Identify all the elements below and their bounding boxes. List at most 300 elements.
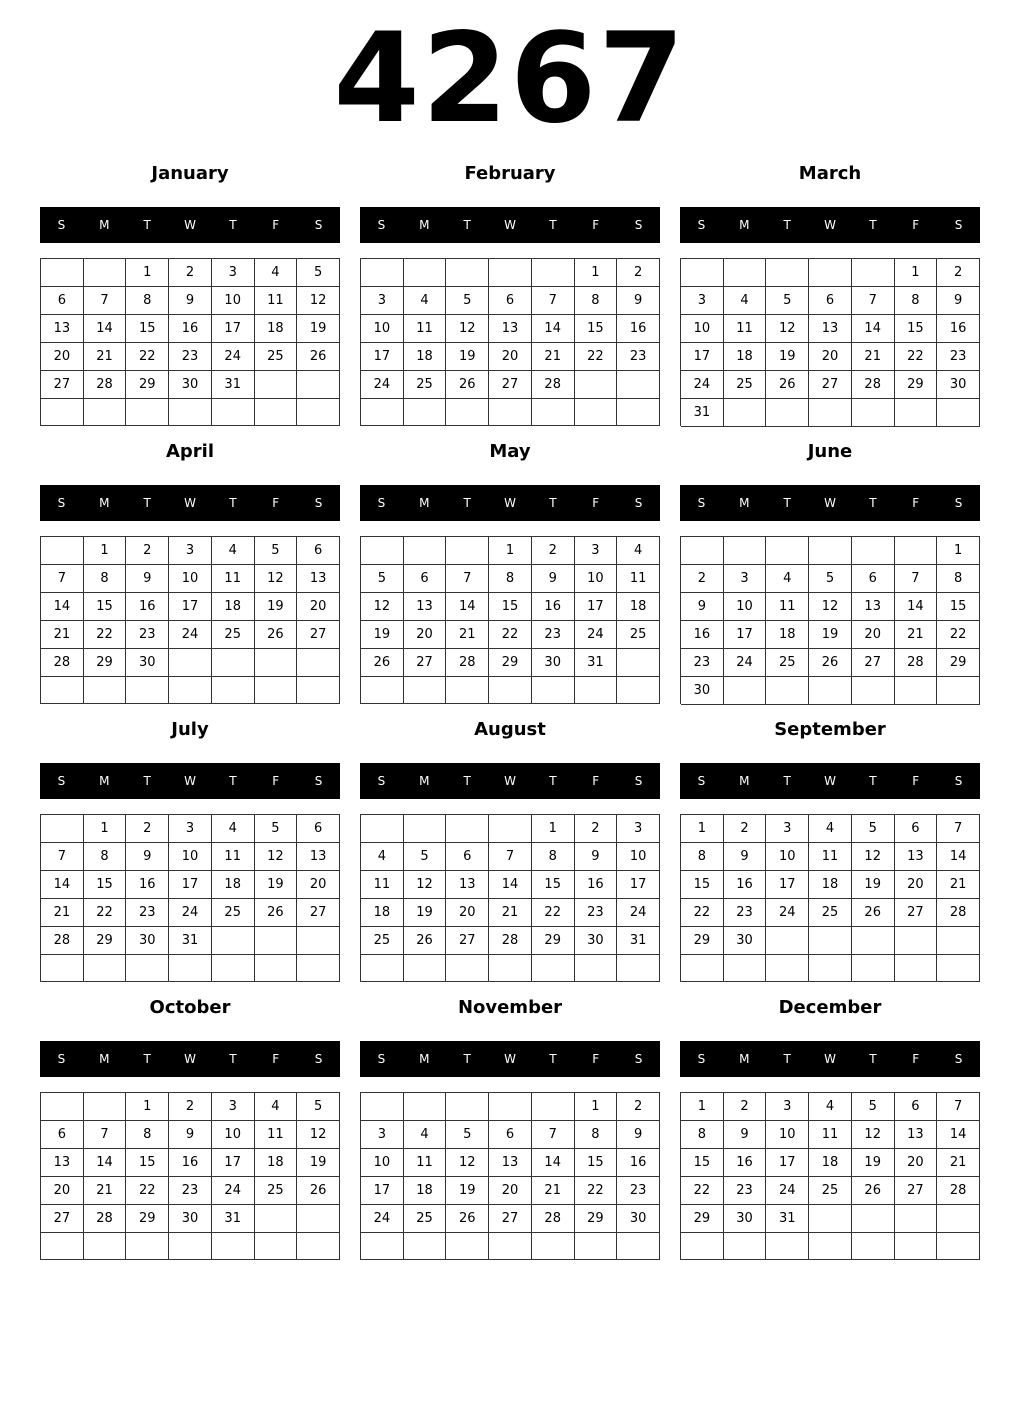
empty-day-cell [212, 927, 255, 955]
day-cell: 29 [489, 649, 532, 677]
day-cell: 21 [532, 343, 575, 371]
day-cell: 2 [169, 259, 212, 287]
day-cell: 11 [212, 843, 255, 871]
weekday-label: S [314, 1052, 323, 1066]
day-cell: 25 [212, 621, 255, 649]
day-cell: 14 [489, 871, 532, 899]
day-cell: 6 [446, 843, 489, 871]
day-cell: 20 [895, 871, 938, 899]
day-cell: 11 [255, 1121, 298, 1149]
weekday-label: W [504, 1052, 516, 1066]
day-cell: 6 [297, 815, 340, 843]
day-cell: 7 [895, 565, 938, 593]
day-cell: 27 [809, 371, 852, 399]
weekday-label: T [143, 1052, 151, 1066]
weekday-header [360, 207, 660, 243]
empty-day-cell [126, 955, 169, 982]
day-cell: 7 [84, 1121, 127, 1149]
day-cell: 8 [126, 1121, 169, 1149]
empty-day-cell [404, 955, 447, 982]
empty-day-cell [41, 1233, 84, 1260]
day-cell: 10 [617, 843, 660, 871]
day-cell: 11 [255, 287, 298, 315]
day-cell: 30 [681, 677, 724, 705]
empty-day-cell [126, 677, 169, 704]
day-cell: 28 [489, 927, 532, 955]
day-cell: 6 [404, 565, 447, 593]
day-cell: 2 [724, 815, 767, 843]
empty-day-cell [937, 1205, 980, 1233]
empty-day-cell [766, 1233, 809, 1260]
weekday-label: S [377, 774, 386, 788]
day-cell: 9 [724, 843, 767, 871]
day-cell: 2 [724, 1093, 767, 1121]
day-cell: 15 [489, 593, 532, 621]
weekday-label: S [954, 496, 963, 510]
day-cell: 9 [937, 287, 980, 315]
day-cell: 4 [809, 1093, 852, 1121]
empty-day-cell [852, 955, 895, 982]
day-cell: 18 [212, 593, 255, 621]
empty-day-cell [361, 1233, 404, 1260]
day-cell: 30 [575, 927, 618, 955]
empty-day-cell [617, 1233, 660, 1260]
empty-day-cell [724, 399, 767, 427]
day-cell: 3 [575, 537, 618, 565]
day-cell: 3 [169, 537, 212, 565]
day-grid [360, 536, 660, 704]
day-cell: 26 [852, 1177, 895, 1205]
day-grid [40, 258, 340, 426]
day-cell: 31 [766, 1205, 809, 1233]
empty-day-cell [404, 677, 447, 704]
weekday-label: F [592, 1052, 600, 1066]
day-cell: 29 [532, 927, 575, 955]
day-cell: 7 [532, 287, 575, 315]
day-cell: 4 [617, 537, 660, 565]
day-cell: 10 [724, 593, 767, 621]
empty-day-cell [681, 259, 724, 287]
day-cell: 11 [809, 843, 852, 871]
empty-day-cell [852, 399, 895, 427]
empty-day-cell [255, 677, 298, 704]
day-cell: 3 [724, 565, 767, 593]
weekday-label: T [463, 218, 471, 232]
empty-day-cell [766, 927, 809, 955]
weekday-label: T [549, 1052, 557, 1066]
day-cell: 30 [937, 371, 980, 399]
empty-day-cell [297, 955, 340, 982]
weekday-label: T [783, 496, 791, 510]
day-cell: 9 [126, 565, 169, 593]
day-cell: 2 [126, 537, 169, 565]
day-cell: 5 [852, 1093, 895, 1121]
weekday-label: T [229, 774, 237, 788]
empty-day-cell [255, 927, 298, 955]
empty-day-cell [446, 677, 489, 704]
day-cell: 3 [617, 815, 660, 843]
day-cell: 29 [681, 927, 724, 955]
empty-day-cell [681, 537, 724, 565]
day-grid [360, 1092, 660, 1260]
weekday-label: W [504, 774, 516, 788]
day-cell: 7 [41, 565, 84, 593]
day-cell: 16 [937, 315, 980, 343]
day-cell: 14 [852, 315, 895, 343]
weekday-label: S [697, 496, 706, 510]
day-cell: 22 [532, 899, 575, 927]
weekday-label: S [57, 774, 66, 788]
day-cell: 8 [895, 287, 938, 315]
empty-day-cell [297, 1233, 340, 1260]
weekday-label: T [869, 218, 877, 232]
day-cell: 31 [212, 371, 255, 399]
day-cell: 15 [937, 593, 980, 621]
day-cell: 25 [617, 621, 660, 649]
day-cell: 26 [852, 899, 895, 927]
month-name: October [149, 997, 231, 1018]
day-cell: 18 [809, 871, 852, 899]
day-cell: 18 [361, 899, 404, 927]
empty-day-cell [361, 259, 404, 287]
empty-day-cell [489, 955, 532, 982]
empty-day-cell [937, 927, 980, 955]
weekday-label: T [143, 218, 151, 232]
day-cell: 17 [212, 315, 255, 343]
empty-day-cell [809, 1205, 852, 1233]
day-cell: 23 [169, 343, 212, 371]
day-cell: 28 [532, 1205, 575, 1233]
weekday-label: T [463, 774, 471, 788]
day-cell: 16 [169, 315, 212, 343]
day-cell: 22 [126, 1177, 169, 1205]
empty-day-cell [169, 677, 212, 704]
weekday-label: S [634, 218, 643, 232]
weekday-label: W [824, 774, 836, 788]
day-cell: 20 [489, 1177, 532, 1205]
day-cell: 31 [212, 1205, 255, 1233]
day-cell: 25 [766, 649, 809, 677]
empty-day-cell [41, 1093, 84, 1121]
day-cell: 25 [809, 1177, 852, 1205]
day-cell: 6 [895, 1093, 938, 1121]
empty-day-cell [446, 399, 489, 426]
empty-day-cell [255, 1233, 298, 1260]
empty-day-cell [575, 677, 618, 704]
month-name: July [171, 719, 209, 740]
empty-day-cell [169, 1233, 212, 1260]
weekday-label: T [463, 496, 471, 510]
day-cell: 3 [766, 1093, 809, 1121]
empty-day-cell [681, 1233, 724, 1260]
weekday-label: W [824, 496, 836, 510]
weekday-label: M [99, 218, 110, 232]
day-cell: 17 [361, 343, 404, 371]
day-cell: 14 [41, 593, 84, 621]
empty-day-cell [852, 677, 895, 705]
day-cell: 6 [41, 1121, 84, 1149]
empty-day-cell [255, 1205, 298, 1233]
empty-day-cell [895, 1233, 938, 1260]
day-cell: 15 [575, 1149, 618, 1177]
day-cell: 9 [681, 593, 724, 621]
day-cell: 13 [404, 593, 447, 621]
day-cell: 5 [297, 1093, 340, 1121]
day-cell: 16 [724, 871, 767, 899]
day-cell: 8 [575, 1121, 618, 1149]
day-cell: 29 [681, 1205, 724, 1233]
empty-day-cell [809, 1233, 852, 1260]
weekday-label: S [634, 1052, 643, 1066]
empty-day-cell [84, 677, 127, 704]
day-cell: 1 [937, 537, 980, 565]
weekday-label: S [634, 774, 643, 788]
empty-day-cell [297, 399, 340, 426]
day-cell: 16 [169, 1149, 212, 1177]
empty-day-cell [446, 1093, 489, 1121]
empty-day-cell [766, 399, 809, 427]
empty-day-cell [724, 955, 767, 982]
month-may [360, 437, 660, 705]
month-name: March [798, 163, 862, 184]
day-cell: 4 [724, 287, 767, 315]
day-cell: 12 [852, 843, 895, 871]
day-cell: 13 [41, 1149, 84, 1177]
weekday-label: T [143, 774, 151, 788]
day-cell: 13 [489, 315, 532, 343]
day-cell: 8 [937, 565, 980, 593]
month-september [680, 715, 980, 983]
empty-day-cell [361, 1093, 404, 1121]
weekday-label: S [954, 1052, 963, 1066]
day-cell: 2 [532, 537, 575, 565]
day-cell: 20 [809, 343, 852, 371]
day-grid [360, 814, 660, 982]
day-cell: 7 [446, 565, 489, 593]
empty-day-cell [404, 815, 447, 843]
empty-day-cell [766, 259, 809, 287]
empty-day-cell [809, 677, 852, 705]
weekday-label: F [912, 774, 920, 788]
day-cell: 18 [255, 315, 298, 343]
day-cell: 22 [126, 343, 169, 371]
weekday-label: T [549, 496, 557, 510]
day-cell: 8 [681, 843, 724, 871]
day-cell: 30 [724, 927, 767, 955]
day-cell: 26 [404, 927, 447, 955]
day-cell: 3 [212, 1093, 255, 1121]
day-cell: 29 [575, 1205, 618, 1233]
empty-day-cell [41, 259, 84, 287]
day-cell: 26 [766, 371, 809, 399]
month-april [40, 437, 340, 705]
empty-day-cell [446, 1233, 489, 1260]
day-cell: 14 [532, 1149, 575, 1177]
weekday-label: S [377, 1052, 386, 1066]
empty-day-cell [126, 1233, 169, 1260]
day-cell: 21 [532, 1177, 575, 1205]
day-cell: 20 [895, 1149, 938, 1177]
weekday-label: W [824, 1052, 836, 1066]
day-grid [680, 1092, 980, 1260]
empty-day-cell [575, 1233, 618, 1260]
empty-day-cell [575, 399, 618, 426]
day-cell: 19 [404, 899, 447, 927]
day-cell: 1 [895, 259, 938, 287]
empty-day-cell [297, 1205, 340, 1233]
empty-day-cell [809, 259, 852, 287]
day-cell: 30 [169, 1205, 212, 1233]
weekday-label: T [869, 774, 877, 788]
empty-day-cell [361, 815, 404, 843]
empty-day-cell [212, 1233, 255, 1260]
day-cell: 16 [617, 1149, 660, 1177]
day-cell: 18 [404, 1177, 447, 1205]
day-cell: 24 [617, 899, 660, 927]
weekday-label: F [272, 1052, 280, 1066]
day-cell: 26 [297, 1177, 340, 1205]
month-name: January [151, 163, 229, 184]
day-cell: 6 [41, 287, 84, 315]
weekday-header [40, 763, 340, 799]
day-cell: 17 [361, 1177, 404, 1205]
empty-day-cell [489, 1233, 532, 1260]
empty-day-cell [617, 955, 660, 982]
day-cell: 23 [575, 899, 618, 927]
empty-day-cell [489, 1093, 532, 1121]
day-cell: 20 [489, 343, 532, 371]
empty-day-cell [297, 371, 340, 399]
day-cell: 22 [895, 343, 938, 371]
day-cell: 23 [617, 1177, 660, 1205]
empty-day-cell [895, 537, 938, 565]
weekday-label: F [272, 496, 280, 510]
day-cell: 17 [766, 1149, 809, 1177]
day-cell: 8 [84, 843, 127, 871]
day-cell: 10 [169, 843, 212, 871]
day-cell: 9 [169, 1121, 212, 1149]
day-cell: 8 [681, 1121, 724, 1149]
weekday-label: T [229, 496, 237, 510]
day-cell: 29 [126, 371, 169, 399]
empty-day-cell [212, 399, 255, 426]
day-cell: 17 [724, 621, 767, 649]
day-cell: 14 [84, 315, 127, 343]
day-cell: 7 [852, 287, 895, 315]
day-cell: 30 [724, 1205, 767, 1233]
day-cell: 30 [617, 1205, 660, 1233]
empty-day-cell [895, 1205, 938, 1233]
day-cell: 19 [446, 1177, 489, 1205]
day-cell: 5 [809, 565, 852, 593]
day-cell: 24 [212, 343, 255, 371]
day-cell: 1 [532, 815, 575, 843]
day-cell: 3 [766, 815, 809, 843]
day-cell: 7 [489, 843, 532, 871]
empty-day-cell [212, 955, 255, 982]
month-name: November [457, 997, 563, 1018]
month-july [40, 715, 340, 983]
empty-day-cell [169, 399, 212, 426]
day-cell: 4 [809, 815, 852, 843]
weekday-label: T [229, 218, 237, 232]
day-cell: 1 [84, 537, 127, 565]
day-cell: 12 [297, 287, 340, 315]
day-cell: 27 [489, 1205, 532, 1233]
day-cell: 12 [255, 565, 298, 593]
day-cell: 3 [169, 815, 212, 843]
empty-day-cell [895, 955, 938, 982]
day-cell: 19 [255, 593, 298, 621]
day-cell: 10 [766, 843, 809, 871]
day-cell: 23 [169, 1177, 212, 1205]
day-cell: 2 [169, 1093, 212, 1121]
day-cell: 5 [297, 259, 340, 287]
weekday-label: W [824, 218, 836, 232]
empty-day-cell [681, 955, 724, 982]
day-cell: 13 [489, 1149, 532, 1177]
month-august [360, 715, 660, 983]
day-cell: 17 [681, 343, 724, 371]
empty-day-cell [809, 955, 852, 982]
day-cell: 10 [361, 1149, 404, 1177]
day-cell: 11 [724, 315, 767, 343]
day-cell: 24 [766, 1177, 809, 1205]
empty-day-cell [255, 399, 298, 426]
weekday-label: W [504, 218, 516, 232]
day-cell: 22 [84, 899, 127, 927]
day-cell: 10 [681, 315, 724, 343]
day-cell: 8 [489, 565, 532, 593]
weekday-label: F [272, 218, 280, 232]
empty-day-cell [361, 955, 404, 982]
day-cell: 11 [212, 565, 255, 593]
day-cell: 4 [404, 287, 447, 315]
day-cell: 16 [575, 871, 618, 899]
empty-day-cell [297, 927, 340, 955]
empty-day-cell [937, 677, 980, 705]
day-cell: 17 [169, 593, 212, 621]
empty-day-cell [532, 955, 575, 982]
empty-day-cell [297, 649, 340, 677]
day-cell: 20 [404, 621, 447, 649]
weekday-label: F [592, 218, 600, 232]
day-cell: 31 [617, 927, 660, 955]
weekday-label: S [697, 774, 706, 788]
day-cell: 8 [532, 843, 575, 871]
empty-day-cell [532, 677, 575, 704]
weekday-label: S [697, 218, 706, 232]
day-cell: 16 [724, 1149, 767, 1177]
day-cell: 21 [852, 343, 895, 371]
day-cell: 25 [404, 371, 447, 399]
day-cell: 5 [766, 287, 809, 315]
day-cell: 19 [852, 1149, 895, 1177]
weekday-label: T [229, 1052, 237, 1066]
day-cell: 1 [126, 259, 169, 287]
day-cell: 25 [809, 899, 852, 927]
day-cell: 25 [361, 927, 404, 955]
month-name: June [807, 441, 853, 462]
day-cell: 28 [895, 649, 938, 677]
day-cell: 30 [169, 371, 212, 399]
day-cell: 28 [937, 1177, 980, 1205]
day-cell: 26 [297, 343, 340, 371]
month-october [40, 993, 340, 1261]
weekday-label: F [592, 774, 600, 788]
weekday-label: S [697, 1052, 706, 1066]
day-cell: 14 [446, 593, 489, 621]
